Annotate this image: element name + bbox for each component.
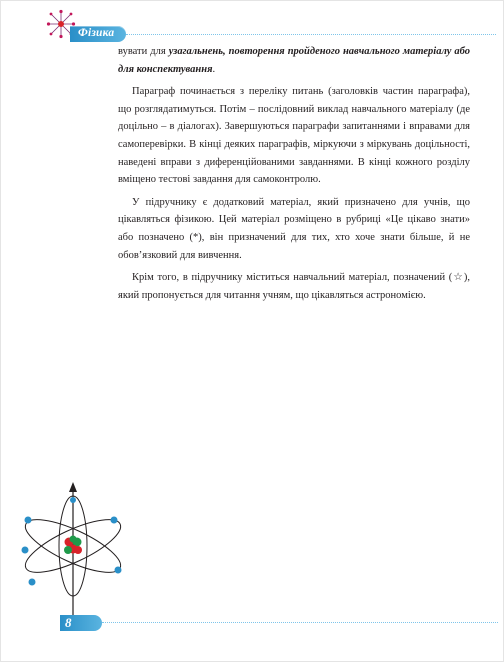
text-run: Крім того, в підручнику міститься навчальний матеріал, позначений (☆), який пропонується для читання учням, що цікавляться астрономією. (118, 272, 470, 301)
header-rule (126, 34, 496, 35)
paragraph-astronomy (118, 269, 470, 304)
text-run: У підручнику є додатковий матеріал, який призначено для учнів, що цікавляться фізикою. Цей матеріал розміщено в рубриці «Це цікаво знати» або позначено (*), він призначений для тих, хто хоче знати більше, й не обов’язковий для вивчення. (118, 196, 470, 261)
text-run: . (212, 63, 216, 75)
atom-illustration (18, 478, 128, 628)
paragraph-extra-material (118, 194, 470, 264)
footer-rule (102, 622, 498, 623)
text-run: Параграф починається з переліку питань (заголовків частин параграфа), що розглядатимуться. Потім – послідовний виклад навчального матеріалу (де доцільно – в діалогах). Завершуються параграфи запитаннями і вправами для самоперевірки. В кінці деяких параграфів, міркуючи з міркувань доцільності, наведені вправи з диференційованими завданнями. В кінці кожного розділу вміщено тестові завдання для самоконтролю. (118, 86, 470, 186)
paragraph-structure (118, 83, 470, 189)
page-number: 8 (65, 615, 72, 630)
page-number-badge (60, 615, 102, 631)
emphasis-run: узагальнень, повторення пройденого навчального матеріалу або для конспектування (118, 46, 470, 75)
body-text (118, 43, 470, 304)
subject-label: Фізика (78, 27, 115, 39)
subject-tab (70, 26, 126, 42)
text-run: вувати для (118, 46, 169, 57)
paragraph-continuation (118, 43, 470, 78)
